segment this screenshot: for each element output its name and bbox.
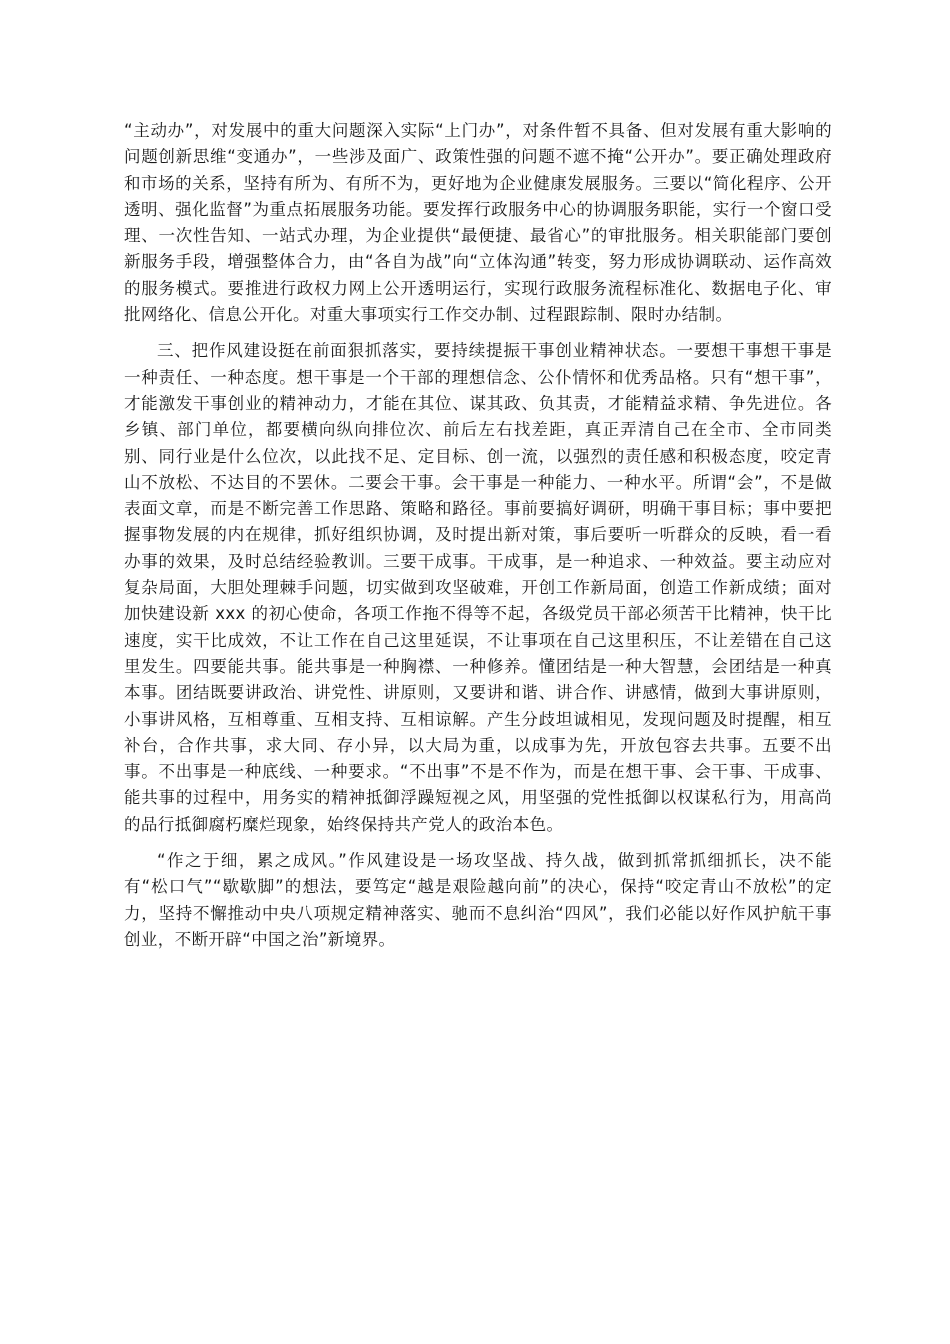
paragraph-service-functions: “主动办”，对发展中的重大问题深入实际“上门办”，对条件暂不具备、但对发展有重大影响的问题创新思维“变通办”，一些涉及面广、政策性强的问题不遮不掩“公开办”。要正确处理政府和市场的关系，坚持有所为、有所不为，更好地为企业健康发展服务。三要以“简化程序、公开透明、强化监督”为重点拓展服务功能。要发挥行政服务中心的协调服务职能，实行一个窗口受理、一次性告知、一站式办理，为企业提供“最便捷、最省心”的审批服务。相关职能部门要创新服务手段，增强整体合力，由“各自为战”向“立体沟通”转变，努力形成协调联动、运作高效的服务模式。要推进行政权力网上公开透明运行，实现行政服务流程标准化、数据电子化、审批网络化、信息公开化。对重大事项实行工作交办制、过程跟踪制、限时办结制。: [124, 121, 832, 325]
paragraph-conclusion: “作之于细，累之成风。”作风建设是一场攻坚战、持久战，做到抓常抓细抓长，决不能有“松口气”“歇歇脚”的想法，要笃定“越是艰险越向前”的决心，保持“咬定青山不放松”的定力，坚持不懈推动中央八项规定精神落实、驰而不息纠治“四风”，我们必能以好作风护航干事创业，不断开辟“中国之治”新境界。: [124, 851, 832, 949]
document-page: [124, 118, 832, 953]
paragraph-work-style-spirit: 三、把作风建设挺在前面狠抓落实，要持续提振干事创业精神状态。一要想干事想干事是一种责任、一种态度。想干事是一个干部的理想信念、公仆情怀和优秀品格。只有“想干事”，才能激发干事创业的精神动力，才能在其位、谋其政、负其责，才能精益求精、争先进位。各乡镇、部门单位，都要横向纵向排位次、前后左右找差距，真正弄清自己在全市、全市同类别、同行业是什么位次，以此找不足、定目标、创一流，以强烈的责任感和积极态度，咬定青山不放松、不达目的不罢休。二要会干事。会干事是一种能力、一种水平。所谓“会”，不是做表面文章，而是不断完善工作思路、策略和路径。事前要搞好调研，明确干事目标；事中要把握事物发展的内在规律，抓好组织协调，及时提出新对策，事后要听一听群众的反映，看一看办事的效果，及时总结经验教训。三要干成事。干成事，是一种追求、一种效益。要主动应对复杂局面，大胆处理棘手问题，切实做到攻坚破难，开创工作新局面，创造工作新成绩；面对加快建设新 xxx 的初心使命，各项工作拖不得等不起，各级党员干部必须苦干比精神，快干比速度，实干比成效，不让工作在自己这里延误，不让事项在自己这里积压，不让差错在自己这里发生。四要能共事。能共事是一种胸襟、一种修养。懂团结是一种大智慧，会团结是一种真本事。团结既要讲政治、讲党性、讲原则，又要讲和谐、讲合作、讲感情，做到大事讲原则，小事讲风格，互相尊重、互相支持、互相谅解。产生分歧坦诚相见，发现问题及时提醒，相互补台，合作共事，求大同、存小异，以大局为重，以成事为先，开放包容去共事。五要不出事。不出事是一种底线、一种要求。“不出事”不是不作为，而是在想干事、会干事、干成事、能共事的过程中，用务实的精神抵御浮躁短视之风，用坚强的党性抵御以权谋私行为，用高尚的品行抵御腐朽糜烂现象，始终保持共产党人的政治本色。: [124, 341, 832, 834]
